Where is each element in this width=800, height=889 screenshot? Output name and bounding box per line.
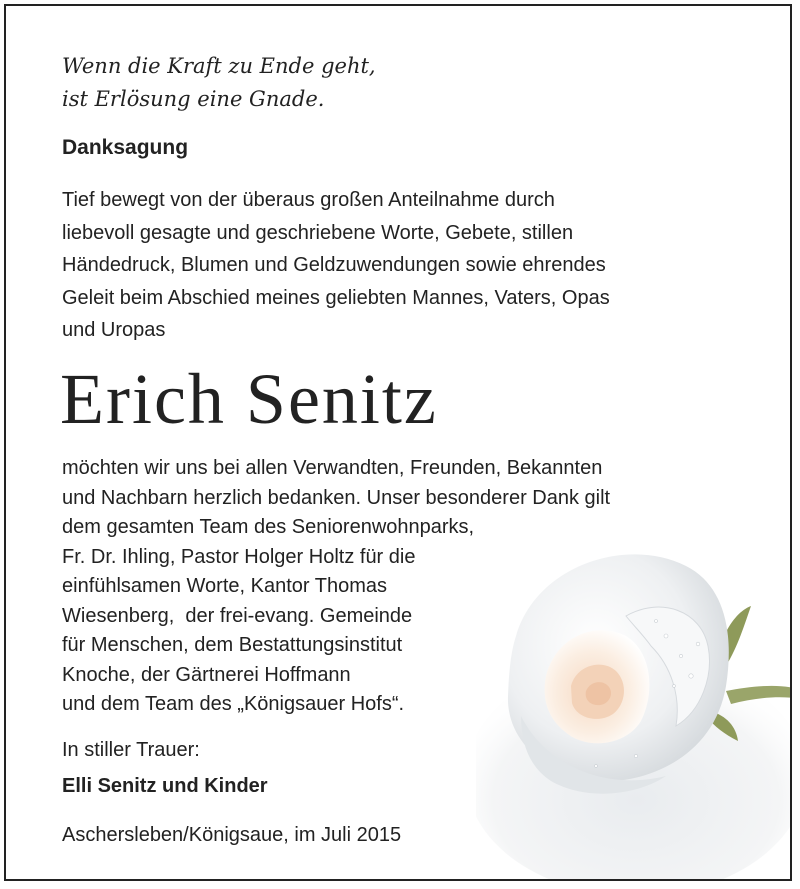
body-line: einfühlsamen Worte, Kantor Thomas xyxy=(62,575,387,597)
intro-text xyxy=(62,184,610,347)
body-line: Wiesenberg, der frei-evang. Gemeinde xyxy=(62,604,413,627)
body-line: und dem Team des „Königsauer Hofs“. xyxy=(62,693,405,715)
body-line: Fr. Dr. Ihling, Pastor Holger Holtz für die xyxy=(62,545,416,568)
heading: Danksagung xyxy=(62,136,189,159)
thanks-text xyxy=(62,454,610,720)
intro-line: Geleit beim Abschied meines geliebten Mannes, Vaters, Opas xyxy=(62,286,610,309)
body-line: Knoche, der Gärtnerei Hoffmann xyxy=(62,663,351,686)
body-line: für Menschen, dem Bestattungsinstitut xyxy=(62,634,403,656)
motto-line: Wenn die Kraft zu Ende geht, xyxy=(62,54,376,78)
intro-line: und Uropas xyxy=(62,319,166,341)
intro-line: Tief bewegt von der überaus großen Anteilnahme durch xyxy=(62,189,555,211)
intro-line: liebevoll gesagte und geschriebene Worte, Gebete, stillen xyxy=(62,221,574,244)
motto-line: ist Erlösung eine Gnade. xyxy=(62,87,325,111)
closing-label: In stiller Trauer: xyxy=(62,739,200,761)
body-line: dem gesamten Team des Seniorenwohnparks, xyxy=(62,516,475,538)
body-line: und Nachbarn herzlich bedanken. Unser besonderer Dank gilt xyxy=(62,486,611,509)
intro-line: Händedruck, Blumen und Geldzuwendungen sowie ehrendes xyxy=(62,254,606,276)
deceased-name: Erich Senitz xyxy=(60,359,438,439)
motto xyxy=(62,50,376,116)
place-date: Aschersleben/Königsaue, im Juli 2015 xyxy=(62,824,402,846)
body-line: möchten wir uns bei allen Verwandten, Freunden, Bekannten xyxy=(62,457,603,479)
mourners-names: Elli Senitz und Kinder xyxy=(62,775,268,797)
obituary-card xyxy=(4,4,792,881)
